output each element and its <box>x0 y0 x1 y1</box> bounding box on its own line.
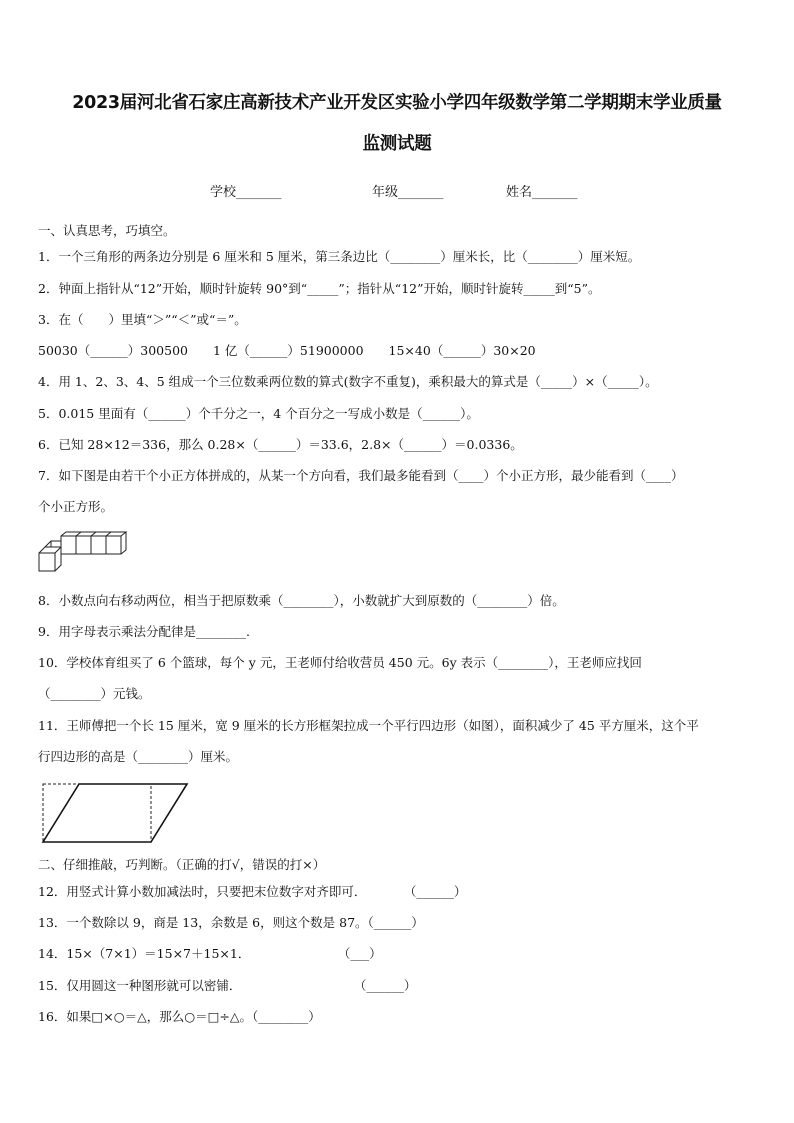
cube-top-2 <box>76 536 91 554</box>
question-3-items: 50030（______）300500 1 亿（______）51900000 15×40（______）30×20 <box>38 343 536 358</box>
question-2: 2．钟面上指针从“12”开始，顺时针旋转 90°到“_____”；指针从“12”开始，顺时针旋转_____到“5”。 <box>38 281 601 296</box>
cube-top-3 <box>91 536 106 554</box>
page-title-line2: 监测试题 <box>362 134 432 154</box>
question-9: 9．用字母表示乘法分配律是________. <box>38 624 250 639</box>
question-15: 15．仅用圆这一种图形就可以密铺． （______） <box>38 978 417 993</box>
section1-heading: 一、认真思考，巧填空。 <box>38 223 176 238</box>
question-4: 4．用 1、2、3、4、5 组成一个三位数乘两位数的算式(数字不重复)，乘积最大的算式是（_____）×（_____）。 <box>38 374 658 389</box>
cube-stack-figure <box>38 531 128 573</box>
page-title-line1: 2023届河北省石家庄高新技术产业开发区实验小学四年级数学第二学期期末学业质量 <box>72 93 722 113</box>
question-7-line1: 7．如下图是由若干个小正方体拼成的，从某一个方向看，我们最多能看到（____）个小正方形，最少能看到（____） <box>38 468 684 483</box>
question-8: 8．小数点向右移动两位，相当于把原数乘（________），小数就扩大到原数的（________）倍。 <box>38 593 565 608</box>
cube-top-4 <box>106 536 121 554</box>
cube-front <box>39 553 55 571</box>
question-7-line2: 个小正方形。 <box>38 499 114 514</box>
question-11-line2: 行四边形的高是（________）厘米。 <box>38 749 239 764</box>
question-5: 5．0.015 里面有（______）个千分之一，4 个百分之一写成小数是（______）。 <box>38 406 479 421</box>
section2-heading: 二、仔细推敲，巧判断。（正确的打√，错误的打×） <box>38 857 326 872</box>
question-12: 12．用竖式计算小数加减法时，只要把末位数字对齐即可． （______） <box>38 884 467 899</box>
question-14: 14．15×（7×1）＝15×7＋15×1． （___） <box>38 946 382 961</box>
question-10-line1: 10．学校体育组买了 6 个篮球，每个 y 元，王老师付给收营员 450 元。6y 表示（________），王老师应找回 <box>38 655 642 670</box>
parallelogram-figure <box>40 780 190 846</box>
question-10-line2: （________）元钱。 <box>38 686 151 701</box>
grade-field: 年级_______ <box>372 185 444 200</box>
parallelogram <box>43 784 187 842</box>
question-11-line1: 11．王师傅把一个长 15 厘米，宽 9 厘米的长方形框架拉成一个平行四边形（如图），面积减少了 45 平方厘米，这个平 <box>38 718 699 733</box>
original-rectangle <box>43 784 151 842</box>
question-3: 3．在（ ）里填“＞”“＜”或“＝”。 <box>38 312 247 327</box>
cube-top-1 <box>61 536 76 554</box>
question-16: 16．如果□×○＝△，那么○＝□÷△。（________） <box>38 1009 321 1024</box>
question-13: 13．一个数除以 9，商是 13，余数是 6，则这个数是 87。（______） <box>38 915 424 930</box>
school-field: 学校_______ <box>210 185 282 200</box>
question-1: 1．一个三角形的两条边分别是 6 厘米和 5 厘米，第三条边比（________）厘米长，比（________）厘米短。 <box>38 249 641 264</box>
question-6: 6．已知 28×12＝336，那么 0.28×（______）＝33.6，2.8×（______）＝0.0336。 <box>38 437 523 452</box>
name-field: 姓名_______ <box>506 185 578 200</box>
